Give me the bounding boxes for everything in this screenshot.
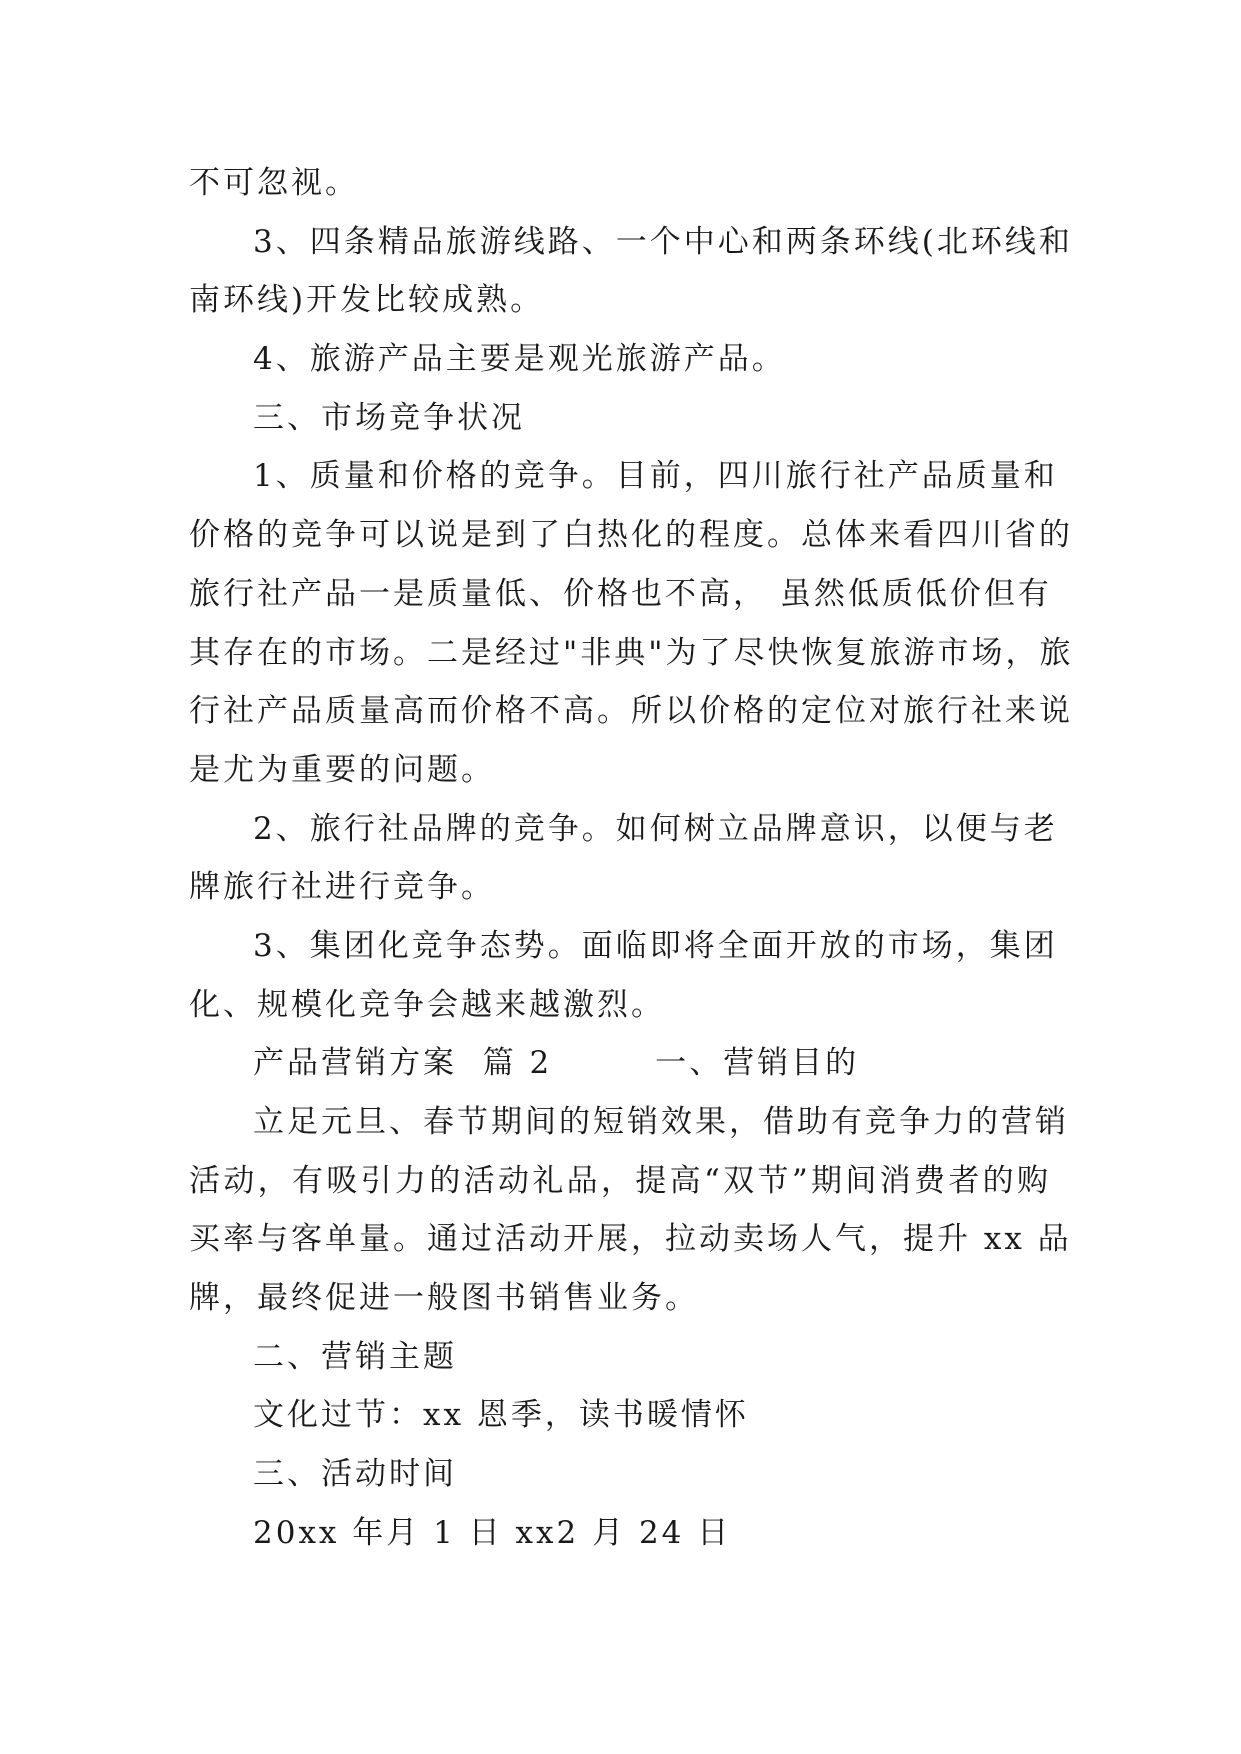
section-heading: 产品营销方案 篇 2 一、营销目的 [253, 1045, 860, 1082]
text-line: 1、质量和价格的竞争。目前，四川旅行社产品质量和 [253, 458, 1058, 495]
text-line: 是尤为重要的问题。 [189, 751, 495, 788]
document-body [189, 154, 1074, 1563]
text-line: 3、四条精品旅游线路、一个中心和两条环线(北环线和 [253, 223, 1073, 260]
section-heading: 三、活动时间 [253, 1456, 457, 1493]
text-line: 行社产品质量高而价格不高。所以价格的定位对旅行社来说 [189, 693, 1073, 730]
text-line: 2、旅行社品牌的竞争。如何树立品牌意识，以便与老 [253, 810, 1058, 847]
text-line: 活动，有吸引力的活动礼品，提高“双节”期间消费者的购 [189, 1162, 1051, 1199]
section-heading: 二、营销主题 [253, 1338, 457, 1375]
text-line: 旅行社产品一是质量低、价格也不高， 虽然低质低价但有 [189, 575, 1052, 612]
text-line: 文化过节：xx 恩季，读书暖情怀 [253, 1397, 749, 1434]
text-line: 立足元旦、春节期间的短销效果，借助有竞争力的营销 [253, 1104, 1069, 1140]
text-line: 南环线)开发比较成熟。 [189, 282, 545, 319]
text-line: 4、旅游产品主要是观光旅游产品。 [253, 341, 786, 378]
text-line: 价格的竞争可以说是到了白热化的程度。总体来看四川省的 [189, 517, 1073, 554]
text-line: 其存在的市场。二是经过"非典"为了尽快恢复旅游市场，旅 [189, 634, 1074, 671]
text-line: 牌旅行社进行竞争。 [189, 869, 495, 906]
section-heading: 三、市场竞争状况 [253, 399, 525, 436]
text-line: 买率与客单量。通过活动开展，拉动卖场人气，提升 xx 品 [189, 1221, 1072, 1258]
text-line: 不可忽视。 [189, 165, 359, 201]
text-line: 牌，最终促进一般图书销售业务。 [189, 1280, 699, 1317]
text-line: 3、集团化竞争态势。面临即将全面开放的市场，集团 [253, 927, 1058, 964]
text-line: 20xx 年月 1 日 xx2 月 24 日 [253, 1514, 732, 1551]
text-line: 化、规模化竞争会越来越激烈。 [189, 986, 665, 1023]
